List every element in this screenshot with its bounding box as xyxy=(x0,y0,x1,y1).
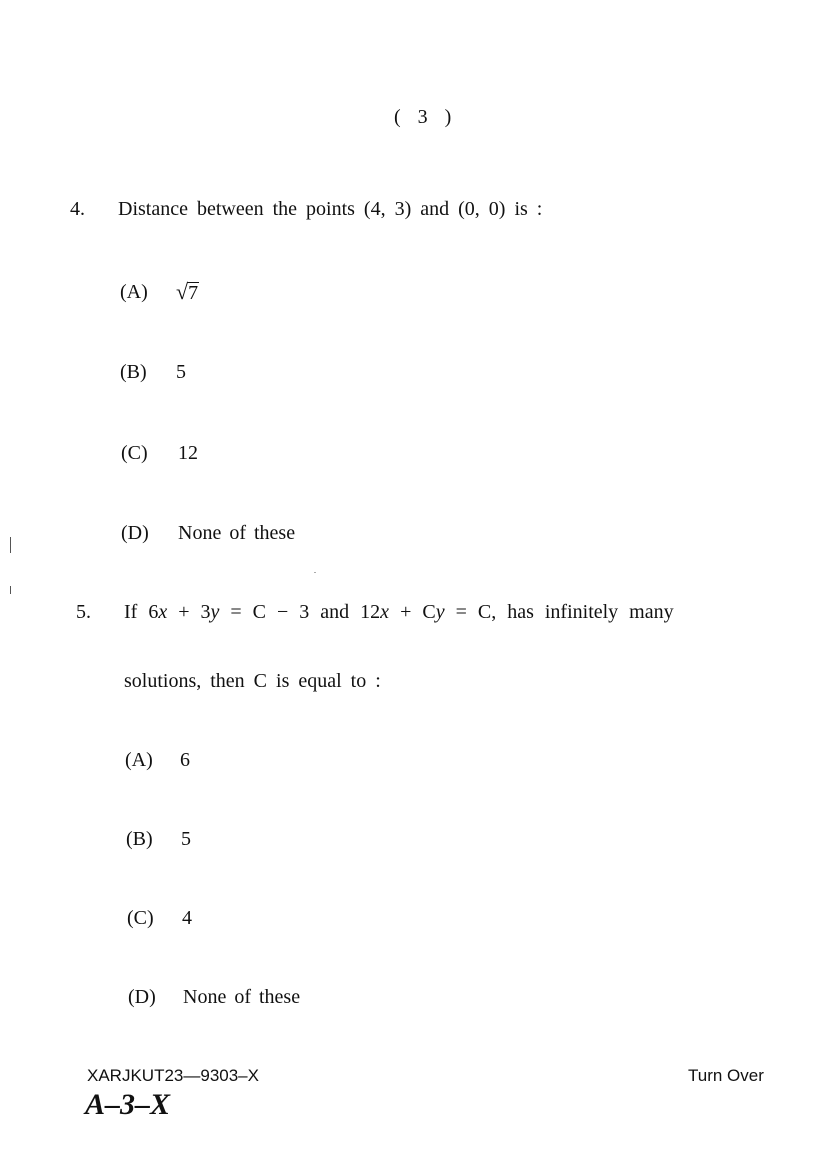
q5-text-part: If 6 xyxy=(124,601,159,623)
q5-option-c-label: (C) xyxy=(127,907,154,929)
question-5-line-2: solutions, then C is equal to : xyxy=(124,670,381,692)
q5-option-c-value: 4 xyxy=(182,907,192,929)
q5-text-part: = C, has infinitely many xyxy=(444,601,674,623)
square-root-icon: √ xyxy=(176,279,189,304)
set-code: A–3–X xyxy=(85,1088,171,1121)
q4-option-a-label: (A) xyxy=(120,281,148,303)
q5-var-y: y xyxy=(210,601,220,623)
q4-option-a-radicand: 7 xyxy=(188,282,199,304)
page-number: ( 3 ) xyxy=(394,106,458,128)
q5-var-y: y xyxy=(435,601,445,623)
q4-option-d-value: None of these xyxy=(178,522,296,544)
speck xyxy=(314,572,316,573)
q4-option-c-value: 12 xyxy=(178,442,198,464)
paper-code: XARJKUT23—9303–X xyxy=(87,1066,259,1085)
question-5-line-1 xyxy=(124,601,674,624)
q4-option-b-label: (B) xyxy=(120,361,147,383)
q4-option-b-value: 5 xyxy=(176,361,186,383)
q5-option-b-label: (B) xyxy=(126,828,153,850)
q5-var-x: x xyxy=(158,601,168,623)
question-4-number: 4. xyxy=(70,198,85,220)
q5-var-x: x xyxy=(380,601,390,623)
q5-option-d-value: None of these xyxy=(183,986,301,1008)
margin-mark xyxy=(10,537,11,553)
q5-option-a-value: 6 xyxy=(180,749,190,771)
margin-mark xyxy=(10,586,11,594)
q5-text-part: + C xyxy=(389,601,436,623)
q4-option-d-label: (D) xyxy=(121,522,149,544)
question-5-number: 5. xyxy=(76,601,91,623)
q5-option-d-label: (D) xyxy=(128,986,156,1008)
question-4-text: Distance between the points (4, 3) and (0, 0) is : xyxy=(118,198,543,220)
q5-option-a-label: (A) xyxy=(125,749,153,771)
q5-text-part: + 3 xyxy=(167,601,211,623)
q4-option-a-value xyxy=(176,279,199,305)
q4-option-c-label: (C) xyxy=(121,442,148,464)
q5-text-part: = C − 3 and 12 xyxy=(219,601,381,623)
turn-over-label: Turn Over xyxy=(688,1066,764,1085)
q5-option-b-value: 5 xyxy=(181,828,191,850)
